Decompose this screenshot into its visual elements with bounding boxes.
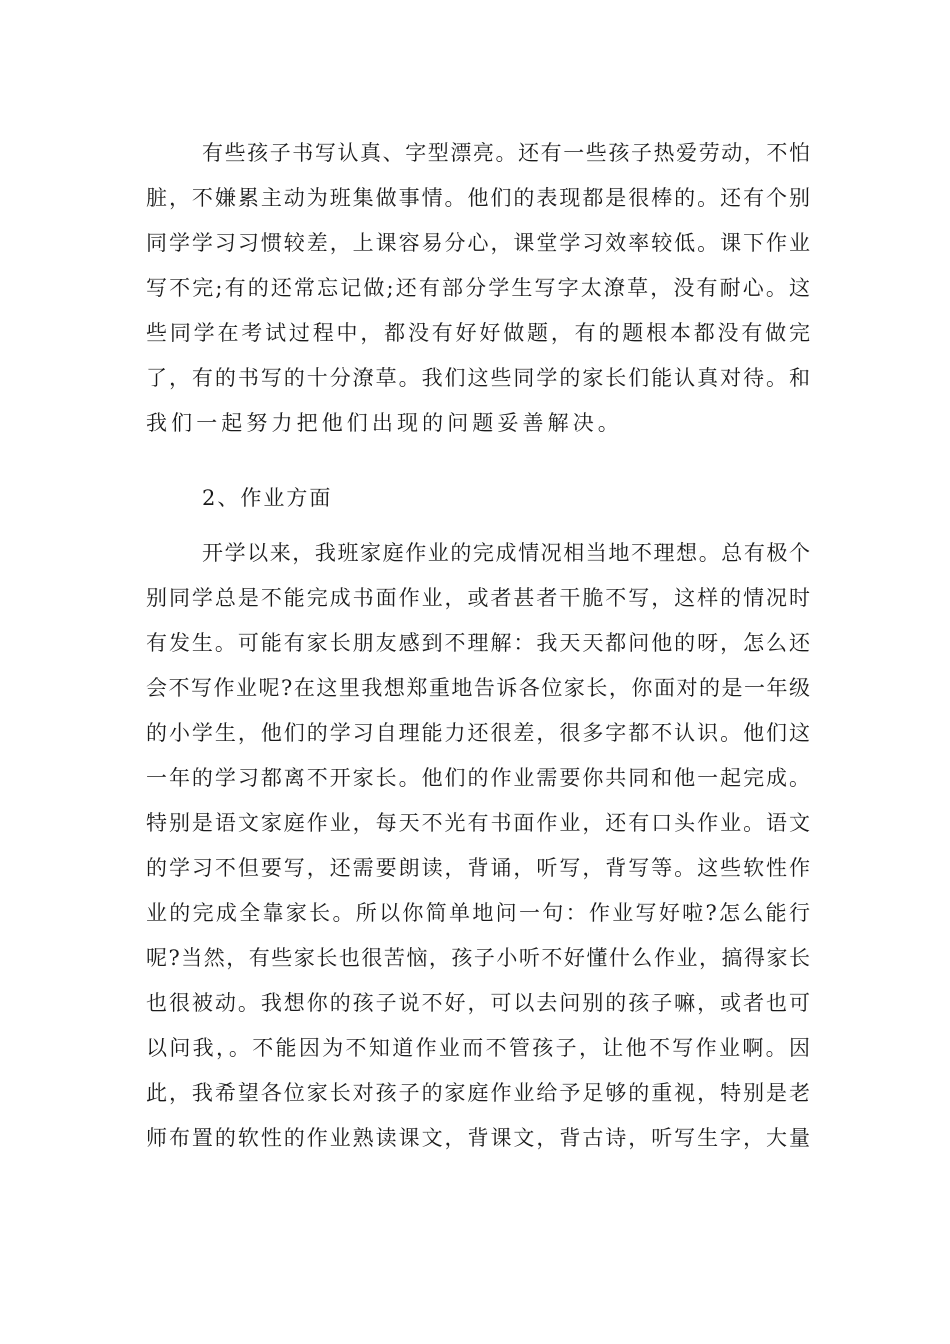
text-line: 了，有的书写的十分潦草。我们这些同学的家长们能认真对待。和 xyxy=(146,366,810,390)
text-line: 师布置的软性的作业熟读课文，背课文，背古诗，听写生字，大量 xyxy=(146,1126,810,1150)
text-line: 同学学习习惯较差，上课容易分心，课堂学习效率较低。课下作业 xyxy=(146,231,810,255)
section-heading: 2、作业方面 xyxy=(202,486,333,510)
text-line: 有些孩子书写认真、字型漂亮。还有一些孩子热爱劳动，不怕 xyxy=(202,141,810,165)
text-line: 脏，不嫌累主动为班集做事情。他们的表现都是很棒的。还有个别 xyxy=(146,186,810,210)
text-line: 有发生。可能有家长朋友感到不理解：我天天都问他的呀，怎么还 xyxy=(146,631,810,655)
text-line: 的小学生，他们的学习自理能力还很差，很多字都不认识。他们这 xyxy=(146,721,810,745)
text-line: 的学习不但要写，还需要朗读，背诵，听写，背写等。这些软性作 xyxy=(146,856,810,880)
text-line: 会不写作业呢?在这里我想郑重地告诉各位家长，你面对的是一年级 xyxy=(146,676,810,700)
text-line: 我们一起努力把他们出现的问题妥善解决。 xyxy=(146,411,623,435)
text-line: 别同学总是不能完成书面作业，或者甚者干脆不写，这样的情况时 xyxy=(146,586,810,610)
text-line: 开学以来，我班家庭作业的完成情况相当地不理想。总有极个 xyxy=(202,541,810,565)
text-line: 以问我，。不能因为不知道作业而不管孩子，让他不写作业啊。因 xyxy=(146,1036,810,1060)
text-line: 也很被动。我想你的孩子说不好，可以去问别的孩子嘛，或者也可 xyxy=(146,991,810,1015)
text-line: 写不完;有的还常忘记做;还有部分学生写字太潦草，没有耐心。这 xyxy=(146,276,810,300)
text-line: 些同学在考试过程中，都没有好好做题，有的题根本都没有做完 xyxy=(146,321,810,345)
text-line: 业的完成全靠家长。所以你简单地问一句：作业写好啦?怎么能行 xyxy=(146,901,810,925)
text-line: 特别是语文家庭作业，每天不光有书面作业，还有口头作业。语文 xyxy=(146,811,810,835)
text-line: 一年的学习都离不开家长。他们的作业需要你共同和他一起完成。 xyxy=(146,766,810,790)
text-line: 此，我希望各位家长对孩子的家庭作业给予足够的重视，特别是老 xyxy=(146,1081,810,1105)
text-line: 呢?当然，有些家长也很苦恼，孩子小听不好懂什么作业，搞得家长 xyxy=(146,946,810,970)
